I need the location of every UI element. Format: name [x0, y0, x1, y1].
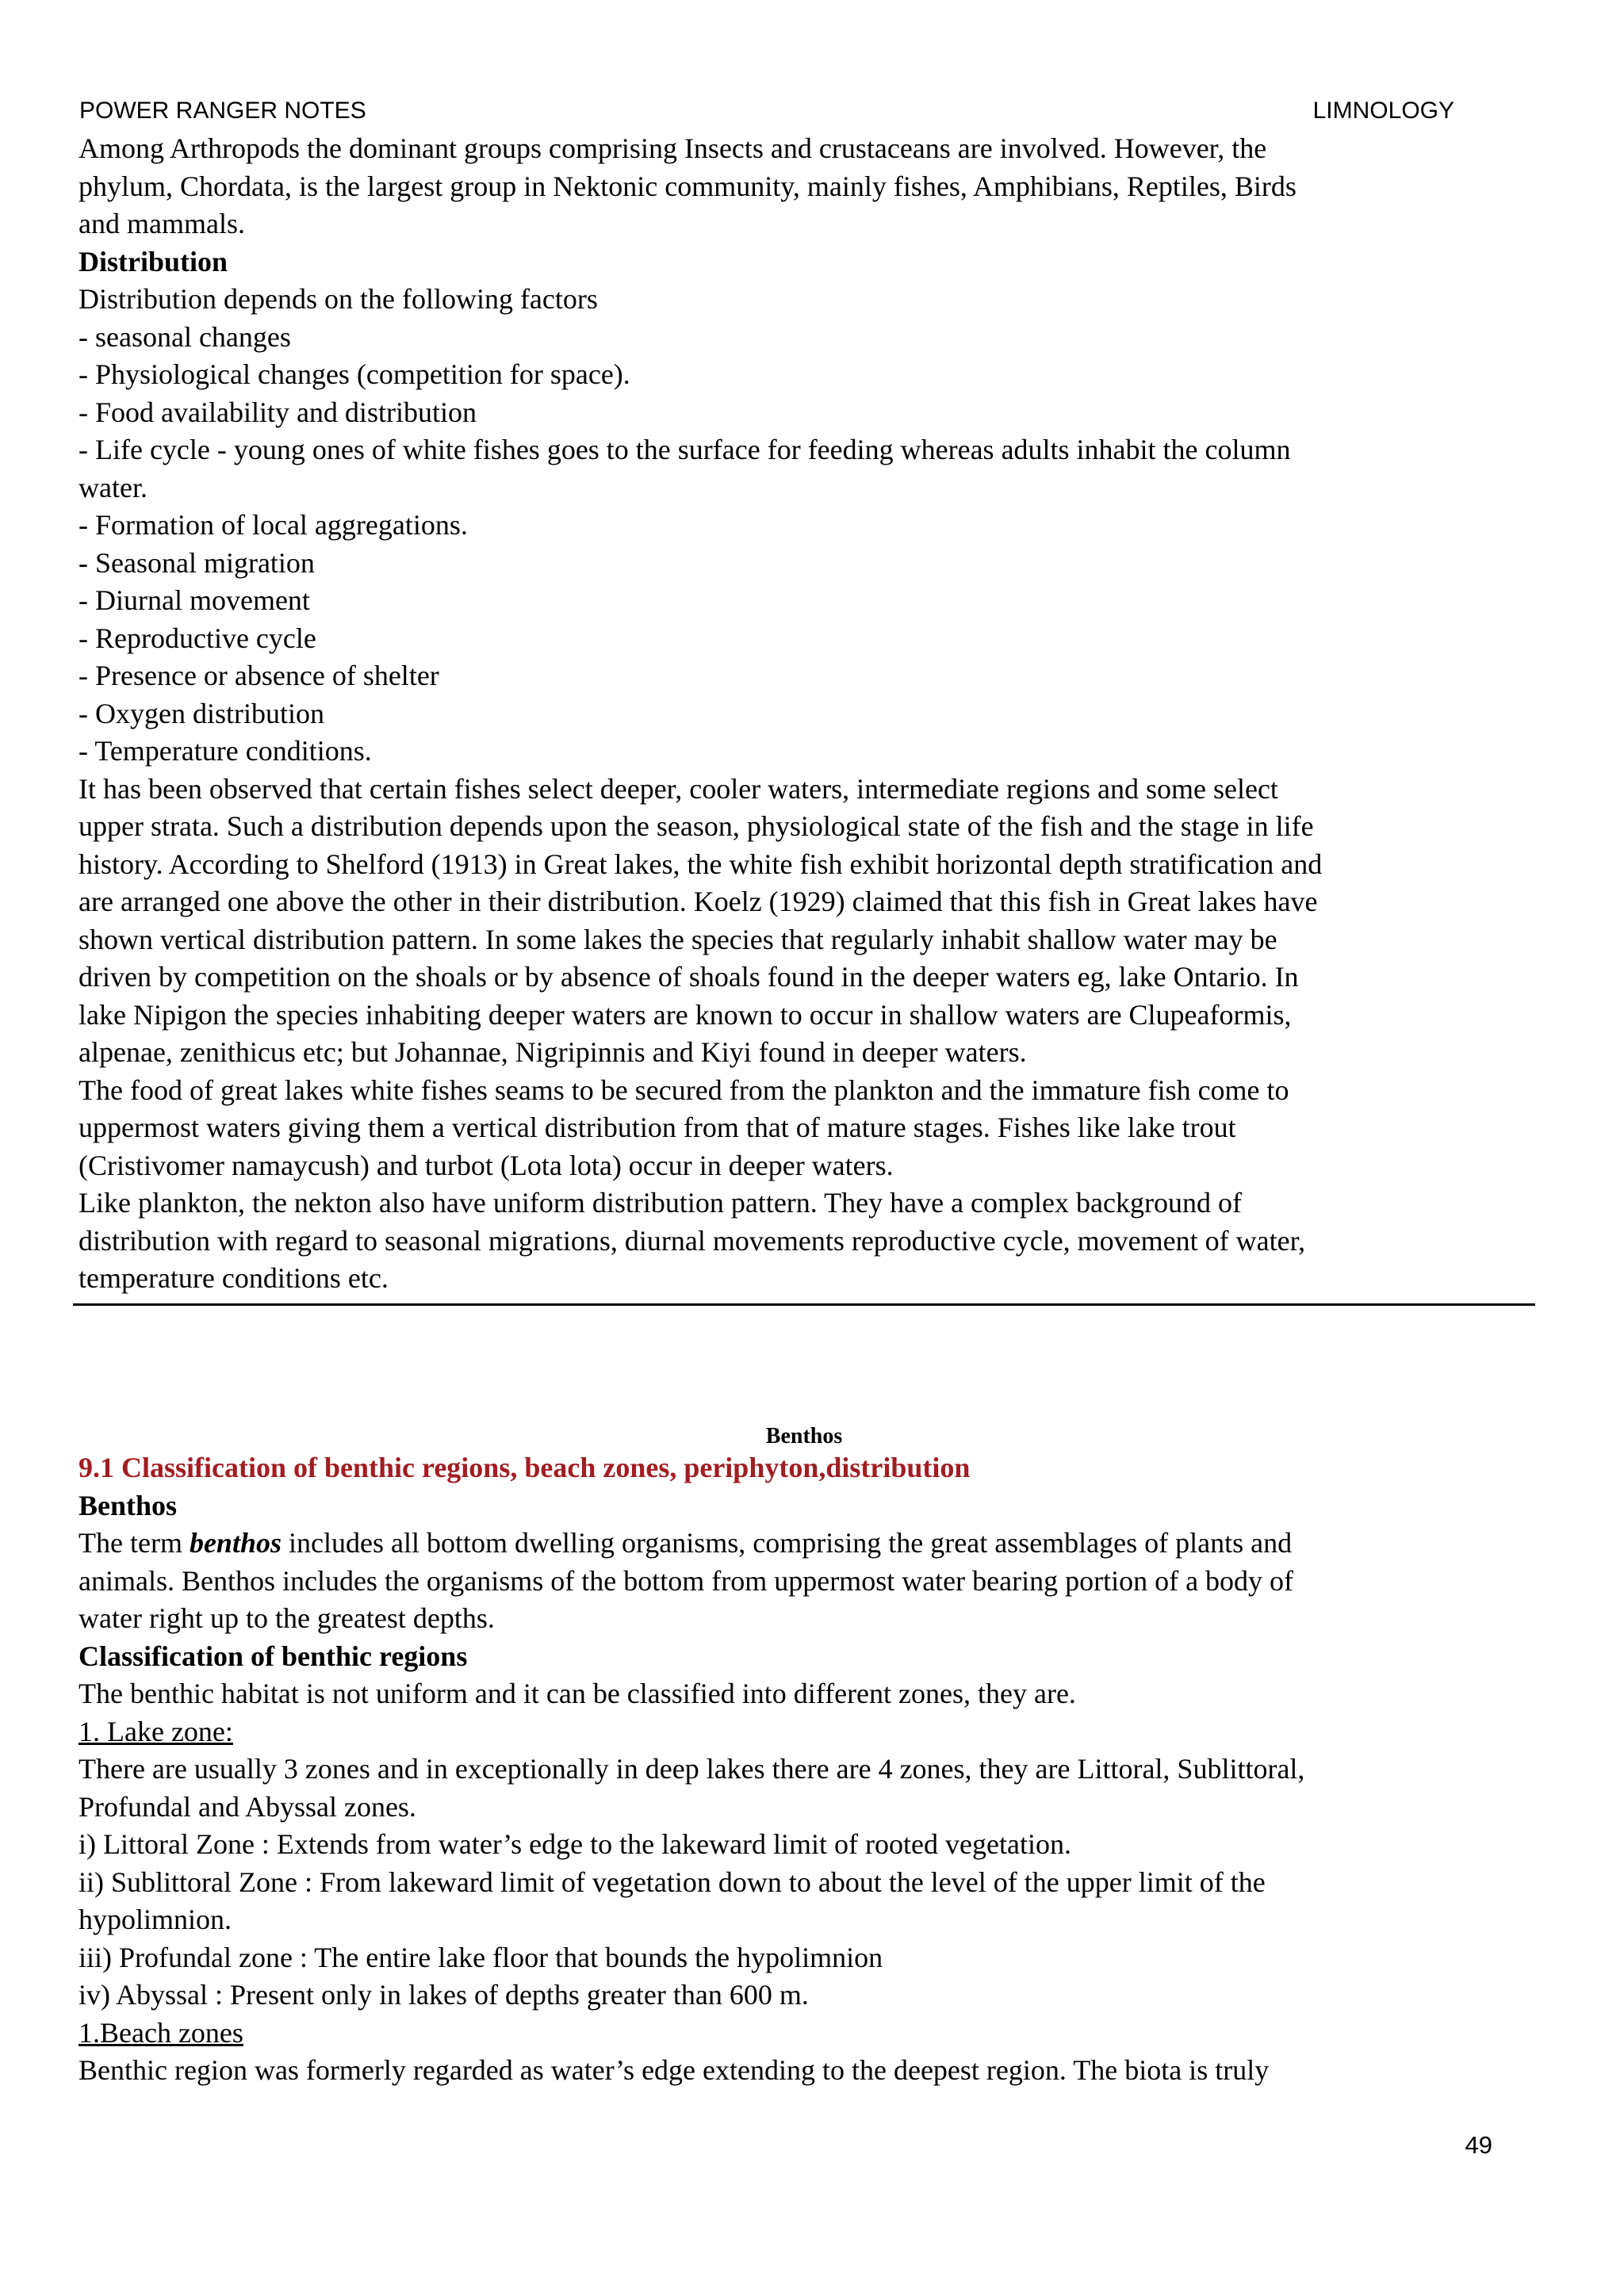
- text-line: alpenae, zenithicus etc; but Johannae, Nigripinnis and Kiyi found in deeper waters.: [79, 1036, 1027, 1068]
- text-line: and mammals.: [79, 208, 245, 239]
- text-line: Profundal and Abyssal zones.: [79, 1790, 416, 1823]
- benthos-intro-line: [79, 1525, 1530, 1563]
- text-line: Like plankton, the nekton also have uniform distribution pattern. They have a complex background of: [79, 1187, 1242, 1219]
- list-item: - Physiological changes (competition for space).: [79, 358, 630, 390]
- list-item: - Formation of local aggregations.: [79, 509, 468, 541]
- list-item: - Food availability and distribution: [79, 396, 477, 428]
- header-title-left: POWER RANGER NOTES: [79, 98, 366, 124]
- text-line: history. According to Shelford (1913) in Great lakes, the white fish exhibit horizontal depth stratification and: [79, 848, 1323, 880]
- intro-text-after: includes all bottom dwelling organisms, comprising the great assemblages of plants and: [282, 1527, 1293, 1559]
- text-line: temperature conditions etc.: [79, 1262, 389, 1294]
- distribution-heading: Distribution: [79, 245, 228, 277]
- classification-heading: Classification of benthic regions: [79, 1640, 468, 1672]
- list-item: - Reproductive cycle: [79, 622, 316, 654]
- list-item: - Life cycle - young ones of white fishes goes to the surface for feeding whereas adults inhabit the column: [79, 434, 1291, 465]
- lake-zone-label: [79, 1713, 1530, 1751]
- page-header: [79, 95, 1454, 127]
- text-line: Among Arthropods the dominant groups comprising Insects and crustaceans are involved. However, the: [79, 132, 1267, 164]
- list-item: i) Littoral Zone : Extends from water’s edge to the lakeward limit of rooted vegetation.: [79, 1828, 1071, 1860]
- nekton-distribution-section: [79, 130, 1530, 1298]
- list-item: - Presence or absence of shelter: [79, 660, 439, 691]
- text-line: animals. Benthos includes the organisms of the bottom from uppermost water bearing portion of a body of: [79, 1564, 1294, 1597]
- beach-zones-label-text: 1.Beach zones: [79, 2016, 243, 2049]
- list-item: iii) Profundal zone : The entire lake floor that bounds the hypolimnion: [79, 1941, 883, 1973]
- text-line: shown vertical distribution pattern. In some lakes the species that regularly inhabit shallow water may be: [79, 923, 1277, 955]
- text-line: It has been observed that certain fishes select deeper, cooler waters, intermediate regions and some select: [79, 772, 1278, 805]
- list-item: iv) Abyssal : Present only in lakes of depths greater than 600 m.: [79, 1979, 809, 2011]
- header-title-right: LIMNOLOGY: [1312, 98, 1454, 124]
- list-item: - Diurnal movement: [79, 584, 310, 616]
- beach-zones-label: [79, 2015, 1530, 2053]
- list-item: - Temperature conditions.: [79, 735, 372, 767]
- text-line: (Cristivomer namaycush) and turbot (Lota lota) occur in deeper waters.: [79, 1149, 894, 1181]
- chapter-title: Benthos: [765, 1424, 843, 1448]
- text-line: Distribution depends on the following factors: [79, 283, 598, 315]
- text-line: uppermost waters giving them a vertical distribution from that of mature stages. Fishes like lake trout: [79, 1112, 1236, 1143]
- text-line: The benthic habitat is not uniform and it can be classified into different zones, they are.: [79, 1678, 1076, 1709]
- list-item: - seasonal changes: [79, 320, 291, 353]
- text-line: are arranged one above the other in their distribution. Koelz (1929) claimed that this fish in Great lakes have: [79, 886, 1318, 917]
- list-item: ii) Sublittoral Zone : From lakeward limit of vegetation down to about the level of the upper limit of the: [79, 1866, 1266, 1898]
- section-divider: [73, 1303, 1535, 1306]
- intro-text-before: The term: [79, 1527, 190, 1559]
- lake-zone-label-text: 1. Lake zone:: [79, 1715, 233, 1747]
- text-line: lake Nipigon the species inhabiting deeper waters are known to occur in shallow waters are Clupeaformis,: [79, 998, 1292, 1031]
- list-item: - Seasonal migration: [79, 546, 315, 579]
- text-line: phylum, Chordata, is the largest group in Nektonic community, mainly fishes, Amphibians, Reptiles, Birds: [79, 170, 1297, 202]
- text-line: driven by competition on the shoals or by absence of shoals found in the deeper waters eg, lake Ontario. In: [79, 961, 1299, 993]
- text-line: upper strata. Such a distribution depends upon the season, physiological state of the fish and the stage in life: [79, 810, 1314, 842]
- benthos-section: [79, 1449, 1530, 2090]
- text-line: There are usually 3 zones and in exceptionally in deep lakes there are 4 zones, they are Littoral, Sublittoral,: [79, 1753, 1305, 1785]
- list-item: - Oxygen distribution: [79, 697, 324, 729]
- text-line: water right up to the greatest depths.: [79, 1602, 495, 1634]
- text-line: distribution with regard to seasonal migrations, diurnal movements reproductive cycle, movement of water,: [79, 1224, 1306, 1257]
- section-heading: 9.1 Classification of benthic regions, beach zones, periphyton,distribution: [79, 1452, 971, 1483]
- page-number: 49: [1465, 2131, 1492, 2159]
- text-line: water.: [79, 471, 147, 503]
- text-line: hypolimnion.: [79, 1904, 232, 1935]
- text-line: Benthic region was formerly regarded as water’s edge extending to the deepest region. The biota is truly: [79, 2054, 1270, 2086]
- benthos-term: benthos: [189, 1527, 282, 1559]
- benthos-subheading: Benthos: [79, 1489, 178, 1521]
- text-line: The food of great lakes white fishes seams to be secured from the plankton and the immature fish come to: [79, 1073, 1289, 1106]
